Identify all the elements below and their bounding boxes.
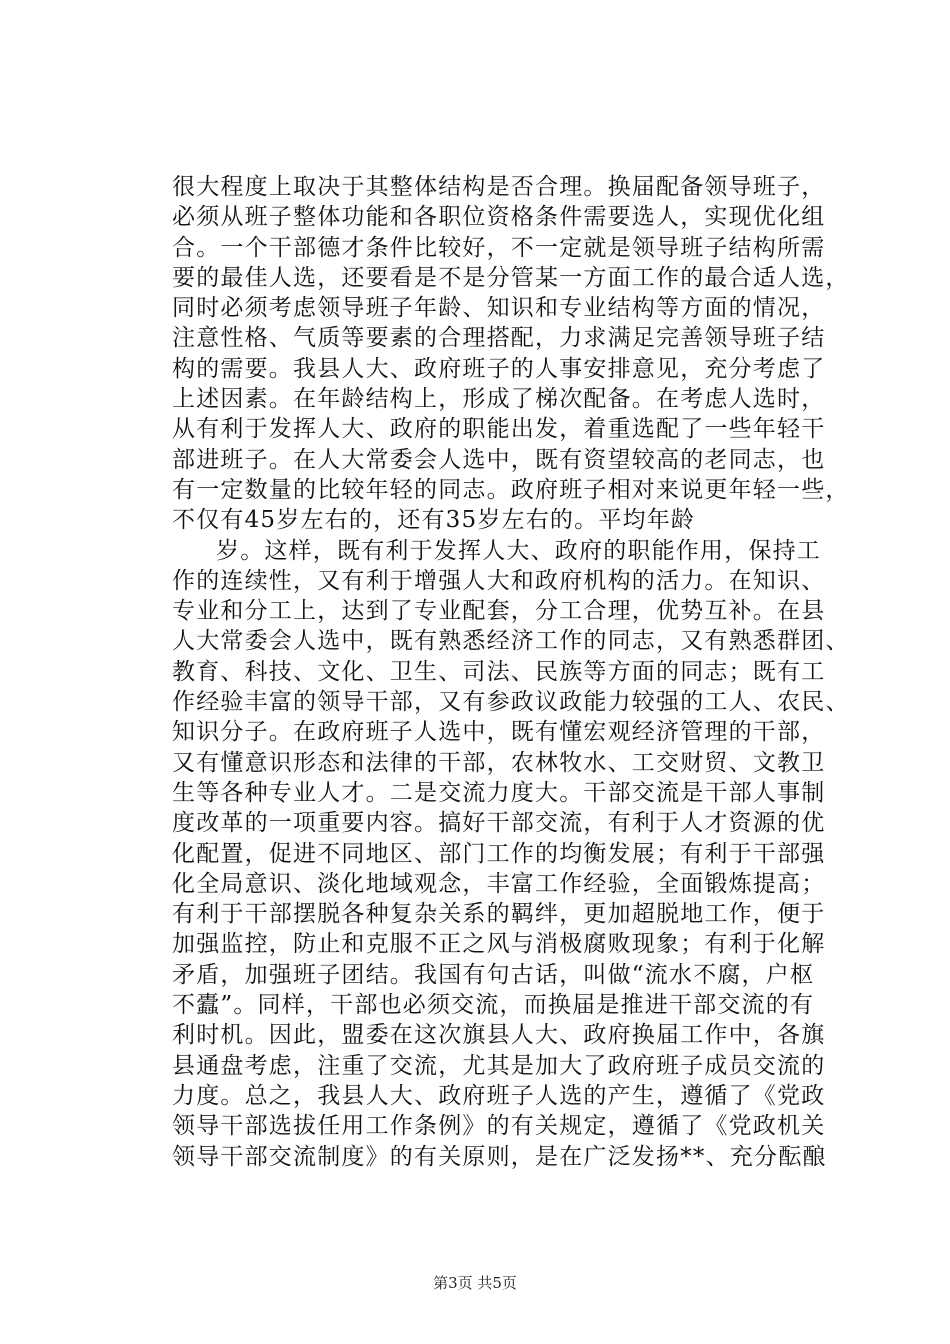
text-line: 度改革的一项重要内容。搞好干部交流，有利于人才资源的优 bbox=[172, 810, 826, 837]
text-line: 有一定数量的比较年轻的同志。政府班子相对来说更年轻一些， bbox=[172, 476, 850, 503]
text-line: 领导干部交流制度》的有关原则，是在广泛发扬**、充分酝酿 bbox=[172, 1143, 827, 1170]
text-line: 矛盾，加强班子团结。我国有句古话，叫做“流水不腐，户枢 bbox=[172, 961, 815, 988]
text-line: 教育、科技、文化、卫生、司法、民族等方面的同志；既有工 bbox=[172, 658, 826, 685]
text-line: 化全局意识、淡化地域观念，丰富工作经验，全面锻炼提高； bbox=[172, 870, 826, 897]
text-line: 不蠹”。同样，干部也必须交流，而换届是推进干部交流的有 bbox=[172, 992, 815, 1019]
text-line: 有利于干部摆脱各种复杂关系的羁绊，更加超脱地工作，便于 bbox=[172, 901, 826, 928]
text-line: 必须从班子整体功能和各职位资格条件需要选人，实现优化组 bbox=[172, 204, 826, 231]
text-line: 化配置，促进不同地区、部门工作的均衡发展；有利于干部强 bbox=[172, 840, 826, 867]
text-line: 从有利于发挥人大、政府的职能出发，着重选配了一些年轻干 bbox=[172, 416, 826, 443]
text-line: 构的需要。我县人大、政府班子的人事安排意见，充分考虑了 bbox=[172, 355, 826, 382]
text-line: 作经验丰富的领导干部，又有参政议政能力较强的工人、农民、 bbox=[172, 689, 850, 716]
text-line: 生等各种专业人才。二是交流力度大。干部交流是干部人事制 bbox=[172, 779, 826, 806]
text-line: 岁。这样，既有利于发挥人大、政府的职能作用，保持工 bbox=[216, 537, 821, 564]
text-line: 作的连续性，又有利于增强人大和政府机构的活力。在知识、 bbox=[172, 567, 826, 594]
text-line: 又有懂意识形态和法律的干部，农林牧水、工交财贸、文教卫 bbox=[172, 749, 826, 776]
text-line: 利时机。因此，盟委在这次旗县人大、政府换届工作中，各旗 bbox=[172, 1022, 826, 1049]
page-number: 第3页 共5页 bbox=[433, 1274, 517, 1292]
text-line: 要的最佳人选，还要看是不是分管某一方面工作的最合适人选， bbox=[172, 264, 850, 291]
text-line: 注意性格、气质等要素的合理搭配，力求满足完善领导班子结 bbox=[172, 325, 826, 352]
text-line: 不仅有45岁左右的，还有35岁左右的。平均年龄 bbox=[172, 507, 696, 534]
text-line: 领导干部选拔任用工作条例》的有关规定，遵循了《党政机关 bbox=[172, 1113, 826, 1140]
text-line: 知识分子。在政府班子人选中，既有懂宏观经济管理的干部， bbox=[172, 719, 826, 746]
body-text bbox=[172, 172, 850, 1172]
page-footer bbox=[0, 1272, 950, 1293]
text-line: 力度。总之，我县人大、政府班子人选的产生，遵循了《党政 bbox=[172, 1082, 826, 1109]
text-line: 加强监控，防止和克服不正之风与消极腐败现象；有利于化解 bbox=[172, 931, 826, 958]
text-line: 同时必须考虑领导班子年龄、知识和专业结构等方面的情况， bbox=[172, 295, 826, 322]
text-line: 合。一个干部德才条件比较好，不一定就是领导班子结构所需 bbox=[172, 234, 826, 261]
text-line: 专业和分工上，达到了专业配套，分工合理，优势互补。在县 bbox=[172, 598, 826, 625]
text-line: 上述因素。在年龄结构上，形成了梯次配备。在考虑人选时， bbox=[172, 386, 826, 413]
text-line: 部进班子。在人大常委会人选中，既有资望较高的老同志，也 bbox=[172, 446, 826, 473]
text-line: 人大常委会人选中，既有熟悉经济工作的同志，又有熟悉群团、 bbox=[172, 628, 850, 655]
text-line: 很大程度上取决于其整体结构是否合理。换届配备领导班子， bbox=[172, 174, 826, 200]
text-line: 县通盘考虑，注重了交流，尤其是加大了政府班子成员交流的 bbox=[172, 1052, 826, 1079]
